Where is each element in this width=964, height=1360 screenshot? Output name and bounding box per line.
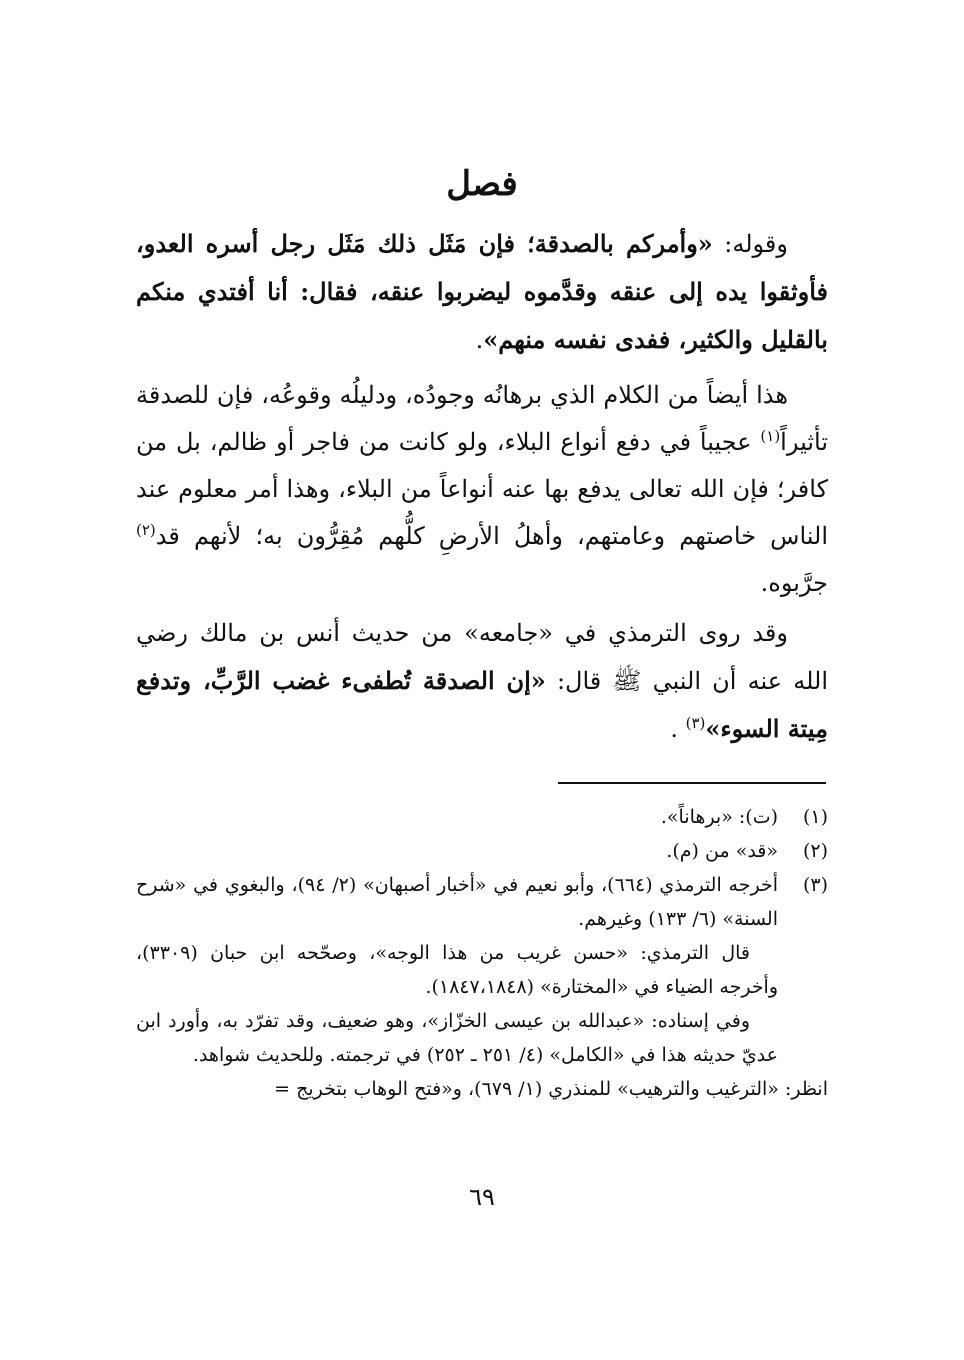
para3-hadith-quote: «إن الصدقة تُطفىء غضب الرَّبِّ، وتدفع مِيتة السوء» bbox=[136, 666, 828, 743]
footnote-number: (٣) bbox=[802, 874, 828, 896]
para2-part1: هذا أيضاً من الكلام الذي برهانُه وجودُه، ودليلُه وقوعُه، فإن للصدقة تأثيراً bbox=[136, 381, 828, 456]
footnotes bbox=[136, 800, 828, 1106]
footnote-continuation: انظر: «الترغيب والترهيب» للمنذري (١/ ٦٧٩)، و«فتح الوهاب بتخريج = bbox=[274, 1078, 828, 1100]
footnote-3-tirmidhi-grading: قال الترمذي: «حسن غريب من هذا الوجه»، وصحّحه ابن حبان (٣٣٠٩)، وأخرجه الضياء في «المختارة» (١٨٤٧،١٨٤٨). bbox=[136, 942, 778, 998]
page-number: ٦٩ bbox=[469, 1183, 495, 1211]
footnote-1 bbox=[136, 800, 828, 834]
footnote-separator bbox=[558, 782, 826, 784]
para3-end: . bbox=[670, 715, 686, 743]
para1-intro: وقوله: bbox=[712, 230, 788, 258]
footnote-3 bbox=[136, 868, 828, 1072]
para1-end: . bbox=[475, 326, 484, 354]
para1-hadith-quote: «وأمركم بالصدقة؛ فإن مَثَل ذلك مَثَل رجل أسره العدو، فأوثقوا يده إلى عنقه وقدَّموه ليضربوا عنقه، فقال: أنا أفتدي منكم بالقليل والكثير، ففدى نفسه منهم» bbox=[136, 229, 828, 354]
para2-part3: جرَّبوه. bbox=[760, 569, 828, 597]
footnote-text: أخرجه الترمذي (٦٦٤)، وأبو نعيم في «أخبار أصبهان» (٢/ ٩٤)، والبغوي في «شرح السنة» (٦/ ١٣٣) وغيرهم. bbox=[136, 874, 778, 930]
footnote-number: (١) bbox=[802, 806, 828, 828]
paragraph-hadith-text bbox=[136, 220, 828, 364]
section-title: فصل bbox=[446, 164, 518, 204]
footnote-text: «قد» من (م). bbox=[666, 840, 778, 862]
footnote-3-isnad-note: وفي إسناده: «عبدالله بن عيسى الخزّاز»، وهو ضعيف، وقد تفرّد به، وأورد ابن عديّ حديثه هذا في «الكامل» (٤/ ٢٥١ ـ ٢٥٢) في ترجمته. وللحديث شواهد. bbox=[136, 1010, 778, 1066]
footnote-ref-2[interactable]: (٢) bbox=[136, 521, 156, 539]
footnote-ref-1[interactable]: (١) bbox=[760, 427, 781, 445]
footnote-ref-3[interactable]: (٣) bbox=[685, 714, 706, 732]
para3-part1: وقد روى الترمذي في «جامعه» من حديث أنس بن مالك رضي الله عنه أن النبي ﷺ قال: bbox=[136, 619, 828, 695]
footnote-text: (ت): «برهاناً». bbox=[660, 806, 778, 828]
footnote-number: (٢) bbox=[802, 840, 828, 862]
footnote-2 bbox=[136, 834, 828, 868]
para2-part2: عجيباً في دفع أنواع البلاء، ولو كانت من فاجر أو ظالم، بل من كافر؛ فإن الله تعالى يدفع بها عنه أنواعاً من البلاء، وهذا أمر معلوم عند الناس خاصتهم وعامتهم، وأهلُ الأرضِ كلُّهم مُقِرُّون به؛ لأنهم قد bbox=[136, 428, 828, 550]
paragraph-tirmidhi-narration bbox=[136, 610, 828, 753]
paragraph-commentary bbox=[136, 372, 828, 607]
